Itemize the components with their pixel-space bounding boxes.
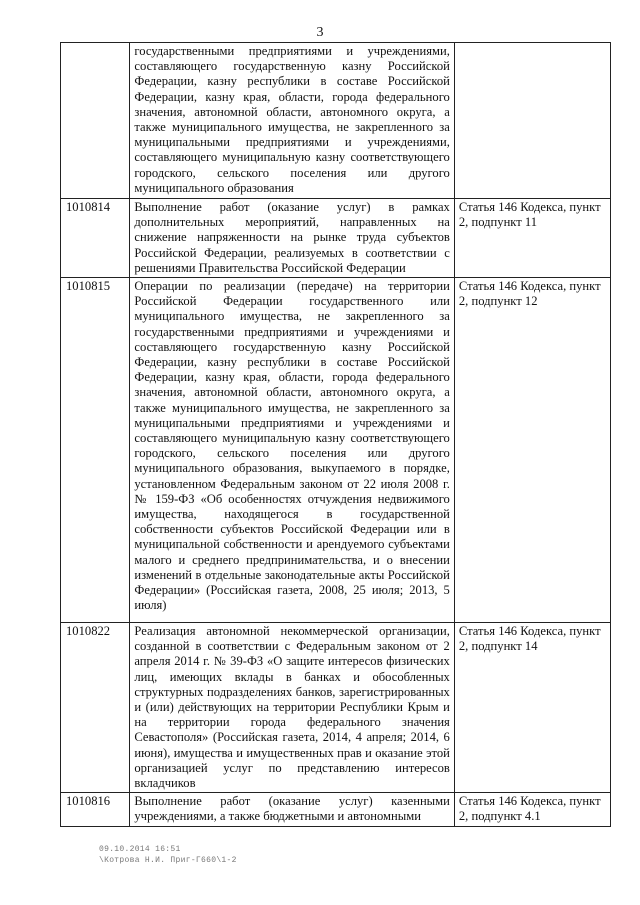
reference-cell: Статья 146 Кодекса, пункт 2, подпункт 4.1 <box>454 793 610 827</box>
page-number: 3 <box>316 25 324 40</box>
description-cell: Реализация автономной некоммерческой организации, созданной в соответствии с Федеральным законом от 2 апреля 2014 г. № 39-ФЗ «О защите интересов физических лиц, имеющих вклады в банках и обособленных структурных подразделениях банков, зарегистрированных и (или) действующих на территории Республики Крым и на территории города федерального значения Севастополя» (Российская газета, 2014, 4 апреля; 2014, 6 июня), имущества и имущественных прав и оказание этой организацией услуг по представлению интересов вкладчиков <box>130 623 454 793</box>
reference-cell: Статья 146 Кодекса, пункт 2, подпункт 14 <box>454 623 610 793</box>
tax-code-table <box>60 42 611 827</box>
table-row <box>61 199 611 278</box>
description-cell: государственными предприятиями и учреждениями, составляющего государственную казну Российской Федерации, казну республики в составе Российской Федерации, казну края, области, города федерального значения, автономной области, автономного округа, а также муниципального имущества, не закрепленного за муниципальными предприятиями и учреждениями, составляющего муниципальную казну соответствующего городского, сельского поселения или другого муниципального образования <box>130 43 454 199</box>
print-stamp <box>99 844 237 866</box>
table-row <box>61 278 611 623</box>
code-cell: 1010815 <box>61 278 130 623</box>
code-cell <box>61 43 130 199</box>
table-row <box>61 43 611 199</box>
code-cell: 1010816 <box>61 793 130 827</box>
description-cell: Выполнение работ (оказание услуг) казенными учреждениями, а также бюджетными и автономными <box>130 793 454 827</box>
document-reference: \Котрова Н.И. Приг-Г660\1-2 <box>99 856 237 865</box>
print-timestamp: 09.10.2014 16:51 <box>99 845 181 854</box>
reference-cell: Статья 146 Кодекса, пункт 2, подпункт 12 <box>454 278 610 623</box>
code-cell: 1010822 <box>61 623 130 793</box>
reference-cell <box>454 43 610 199</box>
code-cell: 1010814 <box>61 199 130 278</box>
table-row <box>61 793 611 827</box>
table-row <box>61 623 611 793</box>
description-cell: Операции по реализации (передаче) на территории Российской Федерации государственного или муниципального имущества, не закрепленного за государственными предприятиями и учреждениями и составляющего государственную казну Российской Федерации, казну республики в составе Российской Федерации, казну края, области, города федерального значения, автономной области, автономного округа, а также муниципального имущества, не закрепленного за муниципальными предприятиями и учреждениями и составляющего муниципальную казну соответствующего городского, сельского поселения или другого муниципального образования, выкупаемого в порядке, установленном Федеральным законом от 22 июля 2008 г. № 159-ФЗ «Об особенностях отчуждения недвижимого имущества, находящегося в государственной собственности субъектов Российской Федерации или в муниципальной собственности и арендуемого субъектами малого и среднего предпринимательства, и о внесении изменений в отдельные законодательные акты Российской Федерации» (Российская газета, 2008, 25 июля; 2013, 5 июля) <box>130 278 454 623</box>
description-cell: Выполнение работ (оказание услуг) в рамках дополнительных мероприятий, направленных на снижение напряженности на рынке труда субъектов Российской Федерации, реализуемых в соответствии с решениями Правительства Российской Федерации <box>130 199 454 278</box>
reference-cell: Статья 146 Кодекса, пункт 2, подпункт 11 <box>454 199 610 278</box>
